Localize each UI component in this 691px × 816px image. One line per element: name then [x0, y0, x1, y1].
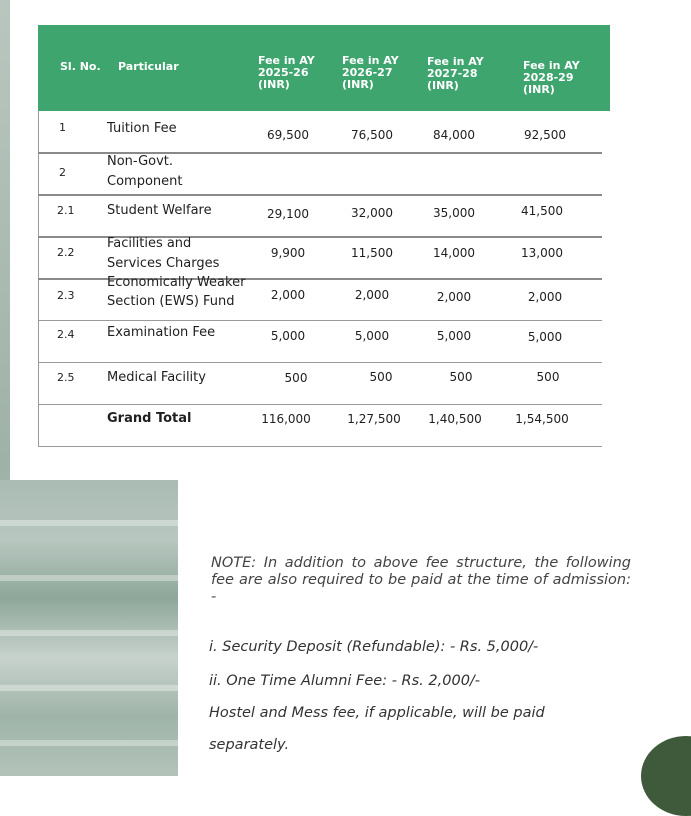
header-fee-2027: Fee in AY 2027-28 (INR) — [427, 55, 484, 92]
row-2-4-fee-2027: 5,000 — [436, 329, 472, 343]
row-1-fee-2027: 84,000 — [433, 128, 475, 142]
row-2-3-particular: Economically Weaker Section (EWS) Fund — [107, 275, 246, 309]
header-fee-2026: Fee in AY 2026-27 (INR) — [342, 54, 399, 91]
row-2-5-sl: 2.5 — [57, 371, 75, 384]
grand-total-fee-2025: 116,000 — [261, 412, 311, 426]
row-2-2-fee-2027: 14,000 — [433, 246, 475, 260]
row-2-3-fee-2027: 2,000 — [436, 290, 472, 304]
row-2-1-fee-2025: 29,100 — [267, 207, 309, 221]
security-deposit-item: i. Security Deposit (Refundable): - Rs. 5,000/- — [209, 639, 539, 655]
row-2-5-particular: Medical Facility — [107, 370, 206, 385]
row-2-1-sl: 2.1 — [57, 204, 75, 217]
row-divider — [38, 194, 602, 196]
row-2-5-fee-2025: 500 — [284, 371, 308, 385]
row-1-fee-2028: 92,500 — [524, 128, 566, 142]
hostel-fee-line-2: separately. — [209, 737, 290, 753]
corner-decoration — [641, 736, 691, 816]
grand-total-fee-2028: 1,54,500 — [515, 412, 569, 426]
header-particular: Particular — [118, 60, 179, 73]
grand-total-fee-2026: 1,27,500 — [347, 412, 401, 426]
grand-total-fee-2027: 1,40,500 — [428, 412, 482, 426]
row-1-fee-2025: 69,500 — [267, 128, 309, 142]
row-divider — [38, 404, 602, 405]
row-2-3-fee-2028: 2,000 — [527, 290, 563, 304]
row-2-3-fee-2025: 2,000 — [270, 288, 306, 302]
row-2-1-fee-2027: 35,000 — [433, 206, 475, 220]
admission-note: NOTE: In addition to above fee structure, the following fee are also required to be paid at the time of admission: - — [211, 555, 631, 605]
row-2-4-fee-2028: 5,000 — [527, 330, 563, 344]
row-2-2-sl: 2.2 — [57, 246, 75, 259]
row-divider — [38, 362, 602, 363]
row-2-sl: 2 — [59, 166, 66, 179]
hostel-fee-line-1: Hostel and Mess fee, if applicable, will be paid — [209, 705, 545, 721]
table-header — [38, 25, 610, 111]
row-2-4-sl: 2.4 — [57, 328, 75, 341]
header-fee-2028: Fee in AY 2028-29 (INR) — [523, 59, 580, 96]
row-2-2-fee-2025: 9,900 — [270, 246, 306, 260]
table-bottom-border — [38, 446, 602, 447]
row-2-particular: Non-Govt. Component — [107, 154, 183, 189]
row-2-1-fee-2026: 32,000 — [351, 206, 393, 220]
row-2-3-fee-2026: 2,000 — [354, 288, 390, 302]
row-2-2-fee-2026: 11,500 — [351, 246, 393, 260]
row-2-5-fee-2027: 500 — [449, 370, 473, 384]
row-2-2-fee-2028: 13,000 — [521, 246, 563, 260]
background-photo — [0, 480, 178, 776]
row-2-1-fee-2028: 41,500 — [521, 204, 563, 218]
row-divider — [38, 320, 602, 321]
header-fee-2025: Fee in AY 2025-26 (INR) — [258, 54, 315, 91]
row-2-3-sl: 2.3 — [57, 289, 75, 302]
fee-table — [10, 0, 611, 480]
row-2-5-fee-2026: 500 — [369, 370, 393, 384]
row-1-particular: Tuition Fee — [107, 121, 177, 136]
row-1-fee-2026: 76,500 — [351, 128, 393, 142]
alumni-fee-item: ii. One Time Alumni Fee: - Rs. 2,000/- — [209, 673, 481, 689]
row-2-1-particular: Student Welfare — [107, 203, 212, 218]
row-2-4-fee-2026: 5,000 — [354, 329, 390, 343]
row-2-5-fee-2028: 500 — [536, 370, 560, 384]
row-2-2-particular: Facilities and Services Charges — [107, 236, 220, 271]
header-sl-no: Sl. No. — [60, 60, 101, 73]
row-2-4-fee-2025: 5,000 — [270, 329, 306, 343]
row-2-4-particular: Examination Fee — [107, 325, 216, 340]
grand-total-label: Grand Total — [107, 411, 192, 426]
row-1-sl: 1 — [59, 121, 66, 134]
